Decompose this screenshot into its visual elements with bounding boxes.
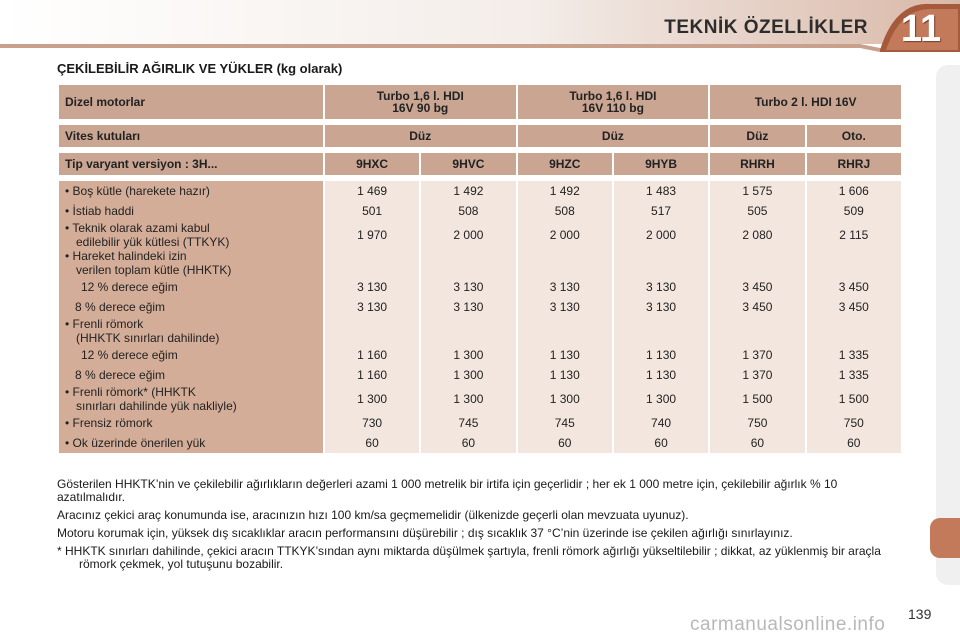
table-row <box>59 385 901 413</box>
note-altitude: Gösterilen HHKTK’nin ve çekilebilir ağırlıkların değerleri azami 1 000 metrelik bir irtifa için geçerlidir ; her ek 1 000 metre için, çekilebilir ağırlık % 10 azatılmalıdır. <box>57 477 838 504</box>
gearbox-label: Vites kutuları <box>59 125 323 147</box>
table-cell: 2 000 <box>518 221 612 249</box>
chapter-number: 11 <box>900 7 942 50</box>
table-cell: 1 606 <box>807 181 901 201</box>
gearbox-col-2: Düz <box>518 125 709 147</box>
towing-weights-table <box>57 85 903 453</box>
table-cell <box>710 317 804 345</box>
table-cell: 1 130 <box>518 365 612 385</box>
table-cell: 3 130 <box>518 297 612 317</box>
table-cell: 60 <box>614 433 708 453</box>
variant-col: RHRH <box>710 153 804 175</box>
variant-col: 9HZC <box>518 153 612 175</box>
section-title: ÇEKİLEBİLİR AĞIRLIK VE YÜKLER (kg olarak) <box>57 61 343 76</box>
gearbox-col-1: Düz <box>325 125 516 147</box>
table-cell <box>518 249 612 277</box>
table-cell: 3 450 <box>710 277 804 297</box>
row-label: 8 % derece eğim <box>59 297 323 317</box>
table-cell <box>325 317 419 345</box>
table-row <box>59 345 901 365</box>
row-label: • Frenli römork (HHKTK sınırları dahilinde) <box>59 317 323 345</box>
variant-col: 9HVC <box>421 153 515 175</box>
table-cell <box>807 249 901 277</box>
table-cell: 1 300 <box>421 345 515 365</box>
gearbox-col-3: Düz <box>710 125 804 147</box>
row-label: • Frenli römork* (HHKTK sınırları dahilinde yük nakliyle) <box>59 385 323 413</box>
table-cell: 1 300 <box>325 385 419 413</box>
engine-col-1: Turbo 1,6 l. HDI 16V 90 bg <box>325 85 516 119</box>
variant-col: RHRJ <box>807 153 901 175</box>
table-cell: 1 469 <box>325 181 419 201</box>
table-cell: 1 130 <box>518 345 612 365</box>
table-cell <box>518 317 612 345</box>
table-cell: 1 160 <box>325 345 419 365</box>
engine-col-2: Turbo 1,6 l. HDI 16V 110 bg <box>518 85 709 119</box>
table-row <box>59 413 901 433</box>
table-cell: 501 <box>325 201 419 221</box>
table-cell: 3 450 <box>807 277 901 297</box>
active-chapter-tab[interactable] <box>930 518 960 558</box>
table-cell: 2 080 <box>710 221 804 249</box>
engine-col-3: Turbo 2 l. HDI 16V <box>710 85 901 119</box>
table-cell <box>421 317 515 345</box>
table-cell: 1 300 <box>614 385 708 413</box>
table-cell: 1 483 <box>614 181 708 201</box>
table-cell <box>710 249 804 277</box>
row-label: 12 % derece eğim <box>59 345 323 365</box>
table-cell: 1 500 <box>710 385 804 413</box>
table-cell: 60 <box>421 433 515 453</box>
table-cell <box>614 249 708 277</box>
footnotes <box>57 478 905 576</box>
table-cell: 740 <box>614 413 708 433</box>
table-cell: 1 370 <box>710 365 804 385</box>
row-label: • Hareket halindeki izin verilen toplam kütle (HHKTK) <box>59 249 323 277</box>
variant-col: 9HXC <box>325 153 419 175</box>
row-label: 8 % derece eğim <box>59 365 323 385</box>
note-asterisk: * HHKTK sınırları dahilinde, çekici aracın TTKYK’sından aynı miktarda düşülmek şartıyla, frenli römork ağırlığı yükseltilebilir ; dikkat, az yüklenmiş bir araçla römork çekmek, yol tutuşunu bozabilir. <box>57 544 881 571</box>
table-cell: 730 <box>325 413 419 433</box>
table-cell: 745 <box>421 413 515 433</box>
table-cell: 509 <box>807 201 901 221</box>
variant-header-row <box>59 153 901 175</box>
table-cell: 3 450 <box>807 297 901 317</box>
gearbox-header-row <box>59 125 901 147</box>
table-cell <box>807 317 901 345</box>
table-row <box>59 201 901 221</box>
table-cell: 505 <box>710 201 804 221</box>
table-cell: 3 130 <box>614 297 708 317</box>
page-number: 139 <box>908 606 932 622</box>
table-cell: 517 <box>614 201 708 221</box>
gearbox-col-4: Oto. <box>807 125 901 147</box>
table-cell: 1 300 <box>421 385 515 413</box>
table-cell: 3 130 <box>518 277 612 297</box>
table-cell: 3 130 <box>421 277 515 297</box>
engine-header-row <box>59 85 901 119</box>
table-cell: 508 <box>421 201 515 221</box>
table-cell: 1 335 <box>807 365 901 385</box>
table-cell: 60 <box>325 433 419 453</box>
table-cell <box>614 317 708 345</box>
page-header <box>0 0 960 50</box>
table-cell: 3 130 <box>421 297 515 317</box>
table-cell: 2 115 <box>807 221 901 249</box>
table-cell: 1 492 <box>518 181 612 201</box>
table-cell: 1 160 <box>325 365 419 385</box>
table-cell: 1 492 <box>421 181 515 201</box>
table-cell: 1 970 <box>325 221 419 249</box>
table-cell: 1 300 <box>518 385 612 413</box>
table-cell <box>325 249 419 277</box>
table-cell: 3 450 <box>710 297 804 317</box>
row-label: • Frensiz römork <box>59 413 323 433</box>
table-cell: 745 <box>518 413 612 433</box>
watermark-text: carmanualsonline.info <box>690 614 886 635</box>
table-cell: 3 130 <box>325 277 419 297</box>
table-cell: 60 <box>710 433 804 453</box>
row-label: • Teknik olarak azami kabul edilebilir yük kütlesi (TTKYK) <box>59 221 323 249</box>
table-row <box>59 297 901 317</box>
variant-label: Tip varyant versiyon : 3H... <box>59 153 323 175</box>
spec-table-body <box>59 181 901 453</box>
row-label: • Boş kütle (harekete hazır) <box>59 181 323 201</box>
table-cell: 1 300 <box>421 365 515 385</box>
table-row <box>59 433 901 453</box>
table-cell: 3 130 <box>614 277 708 297</box>
table-cell <box>421 249 515 277</box>
table-cell: 3 130 <box>325 297 419 317</box>
table-cell: 1 130 <box>614 345 708 365</box>
table-cell: 1 335 <box>807 345 901 365</box>
side-tab-rail <box>936 65 960 585</box>
table-cell: 750 <box>807 413 901 433</box>
table-row <box>59 365 901 385</box>
engine-label: Dizel motorlar <box>59 85 323 119</box>
note-speed: Aracınız çekici araç konumunda ise, aracınızın hızı 100 km/sa geçmemelidir (ülkenizde geçerli olan mevzuata uyunuz). <box>57 508 689 522</box>
variant-col: 9HYB <box>614 153 708 175</box>
row-label: • İstiab haddi <box>59 201 323 221</box>
table-row <box>59 221 901 249</box>
row-label: • Ok üzerinde önerilen yük <box>59 433 323 453</box>
table-cell: 508 <box>518 201 612 221</box>
row-label: 12 % derece eğim <box>59 277 323 297</box>
table-row <box>59 181 901 201</box>
table-cell: 60 <box>518 433 612 453</box>
table-cell: 60 <box>807 433 901 453</box>
chapter-title: TEKNİK ÖZELLİKLER <box>664 17 868 38</box>
note-temperature: Motoru korumak için, yüksek dış sıcaklıklar aracın performansını düşürebilir ; dış sıcaklık 37 °C’nin üzerinde ise çekilen ağırlığı sınırlayınız. <box>57 526 793 540</box>
table-cell: 2 000 <box>421 221 515 249</box>
table-cell: 750 <box>710 413 804 433</box>
table-cell: 1 370 <box>710 345 804 365</box>
table-row <box>59 249 901 277</box>
table-row <box>59 317 901 345</box>
table-cell: 2 000 <box>614 221 708 249</box>
table-cell: 1 500 <box>807 385 901 413</box>
table-row <box>59 277 901 297</box>
table-cell: 1 130 <box>614 365 708 385</box>
table-cell: 1 575 <box>710 181 804 201</box>
